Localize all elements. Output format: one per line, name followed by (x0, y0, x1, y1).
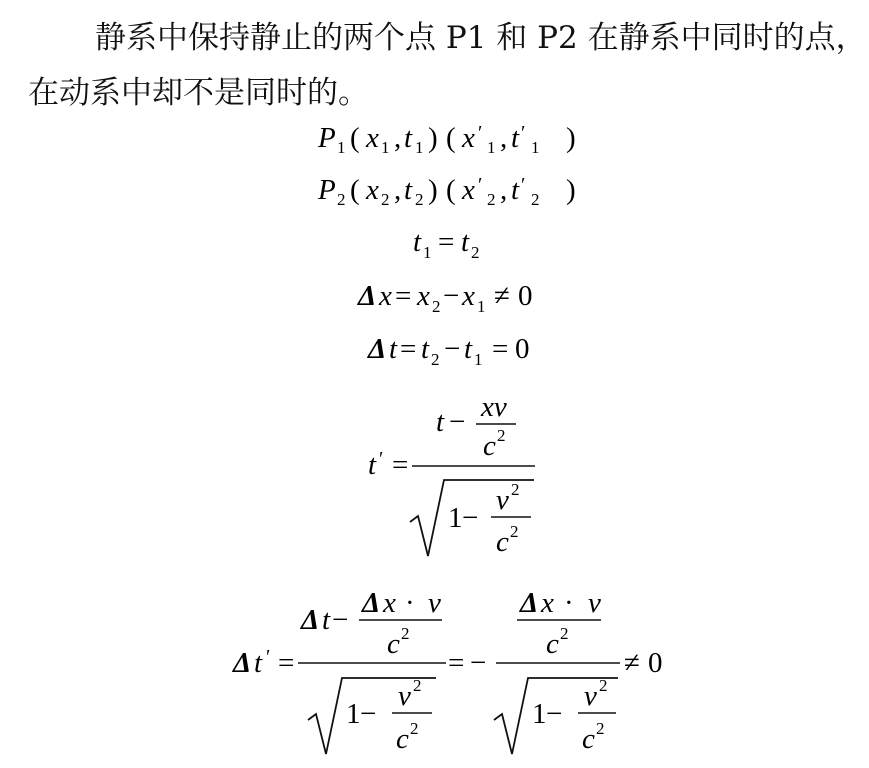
svg-text:′: ′ (521, 122, 526, 144)
svg-text:2: 2 (599, 676, 608, 695)
svg-text:): ) (428, 122, 438, 154)
svg-text:v: v (428, 587, 441, 619)
svg-text:≠: ≠ (494, 280, 510, 312)
svg-text:1: 1 (337, 138, 346, 157)
svg-text:−: − (360, 698, 377, 730)
paragraph-line-2: 在动系中却不是同时的。 (28, 75, 369, 111)
svg-text:x: x (366, 174, 379, 206)
svg-text:c: c (546, 628, 559, 660)
svg-text:1: 1 (346, 698, 361, 730)
svg-text:t: t (421, 333, 430, 365)
svg-text:x: x (417, 280, 430, 312)
svg-text:v: v (496, 484, 509, 516)
paragraph-line-1: 静系中保持静止的两个点 P1 和 P2 在静系中同时的点， (95, 20, 867, 56)
svg-text:1: 1 (487, 138, 496, 157)
svg-text:t: t (254, 647, 263, 679)
svg-text:1: 1 (381, 138, 390, 157)
svg-text:−: − (443, 280, 460, 312)
svg-text:2: 2 (401, 624, 410, 643)
svg-text:x: x (462, 122, 475, 154)
svg-text:0: 0 (515, 333, 530, 365)
svg-text:2: 2 (471, 243, 480, 262)
svg-text:x: x (366, 122, 379, 154)
svg-text:t: t (511, 174, 520, 206)
equation-t-equal (413, 226, 480, 262)
svg-text:t: t (511, 122, 520, 154)
svg-text:,: , (500, 122, 508, 154)
svg-text:x: x (383, 587, 396, 619)
svg-text:′: ′ (266, 646, 271, 668)
svg-text:t: t (436, 406, 445, 438)
svg-text:Δ: Δ (358, 280, 377, 312)
equation-p2 (317, 174, 576, 209)
svg-text:2: 2 (381, 190, 390, 209)
svg-text:t: t (404, 122, 413, 154)
svg-text:2: 2 (511, 480, 520, 499)
svg-text:=: = (438, 226, 455, 258)
svg-text:2: 2 (531, 190, 540, 209)
svg-text:−: − (449, 406, 466, 438)
svg-text:Δ: Δ (301, 604, 320, 636)
svg-text:2: 2 (497, 426, 506, 445)
svg-text:−: − (444, 333, 461, 365)
svg-text:c: c (496, 526, 509, 558)
svg-text:2: 2 (432, 297, 441, 316)
svg-text:2: 2 (431, 350, 440, 369)
svg-text:c: c (387, 628, 400, 660)
svg-text:xv: xv (481, 391, 507, 423)
svg-text:1: 1 (531, 138, 540, 157)
svg-text:′: ′ (478, 174, 483, 196)
svg-text:′: ′ (521, 174, 526, 196)
svg-text:Δ: Δ (520, 587, 539, 619)
svg-text:−: − (462, 502, 479, 534)
svg-text:2: 2 (413, 676, 422, 695)
svg-text:t: t (389, 333, 398, 365)
svg-text:): ) (566, 122, 576, 154)
svg-text:·: · (564, 587, 574, 619)
svg-text:,: , (394, 122, 402, 154)
svg-text:2: 2 (560, 624, 569, 643)
svg-text:P: P (318, 122, 336, 154)
svg-text:x: x (462, 280, 475, 312)
equation-delta-t-prime (232, 587, 663, 755)
svg-text:c: c (483, 430, 496, 462)
svg-text:2: 2 (410, 719, 419, 738)
svg-text:2: 2 (510, 522, 519, 541)
svg-text:v: v (588, 587, 601, 619)
equation-delta-t (367, 333, 530, 369)
svg-text:1: 1 (477, 297, 486, 316)
svg-text:′: ′ (478, 122, 483, 144)
svg-text:t: t (322, 604, 331, 636)
svg-text:1: 1 (423, 243, 432, 262)
svg-text:=: = (278, 647, 295, 679)
svg-text:v: v (584, 680, 597, 712)
svg-text:=: = (392, 449, 409, 481)
svg-text:(: ( (446, 122, 456, 154)
svg-text:Δ: Δ (368, 333, 387, 365)
svg-text:v: v (398, 680, 411, 712)
svg-text:1: 1 (448, 502, 463, 534)
svg-text:): ) (428, 174, 438, 206)
svg-text:1: 1 (474, 350, 483, 369)
svg-text:2: 2 (596, 719, 605, 738)
svg-text:,: , (500, 174, 508, 206)
equation-delta-x (357, 280, 533, 316)
svg-text:c: c (396, 723, 409, 755)
svg-text:′: ′ (379, 448, 384, 470)
svg-text:·: · (405, 587, 415, 619)
svg-text:t: t (368, 449, 377, 481)
svg-text:0: 0 (518, 280, 533, 312)
svg-text:=: = (492, 333, 509, 365)
svg-text:1: 1 (532, 698, 547, 730)
svg-text:x: x (462, 174, 475, 206)
svg-text:x: x (379, 280, 392, 312)
svg-text:=: = (448, 647, 465, 679)
svg-text:(: ( (446, 174, 456, 206)
equation-lorentz-t (368, 391, 535, 558)
svg-text:2: 2 (487, 190, 496, 209)
svg-text:1: 1 (415, 138, 424, 157)
svg-text:−: − (470, 647, 487, 679)
svg-text:−: − (546, 698, 563, 730)
svg-text:(: ( (350, 122, 360, 154)
svg-text:Δ: Δ (233, 647, 252, 679)
svg-text:P: P (318, 174, 336, 206)
svg-text:t: t (413, 226, 422, 258)
svg-text:=: = (395, 280, 412, 312)
svg-text:2: 2 (337, 190, 346, 209)
svg-text:(: ( (350, 174, 360, 206)
svg-text:c: c (582, 723, 595, 755)
svg-text:): ) (566, 174, 576, 206)
svg-text:x: x (541, 587, 554, 619)
svg-text:t: t (404, 174, 413, 206)
equation-p1 (317, 122, 576, 157)
svg-text:=: = (400, 333, 417, 365)
svg-text:0: 0 (648, 647, 663, 679)
svg-text:−: − (332, 604, 349, 636)
svg-text:≠: ≠ (624, 647, 640, 679)
svg-text:2: 2 (415, 190, 424, 209)
svg-text:,: , (394, 174, 402, 206)
svg-text:t: t (464, 333, 473, 365)
svg-text:Δ: Δ (362, 587, 381, 619)
svg-text:t: t (461, 226, 470, 258)
